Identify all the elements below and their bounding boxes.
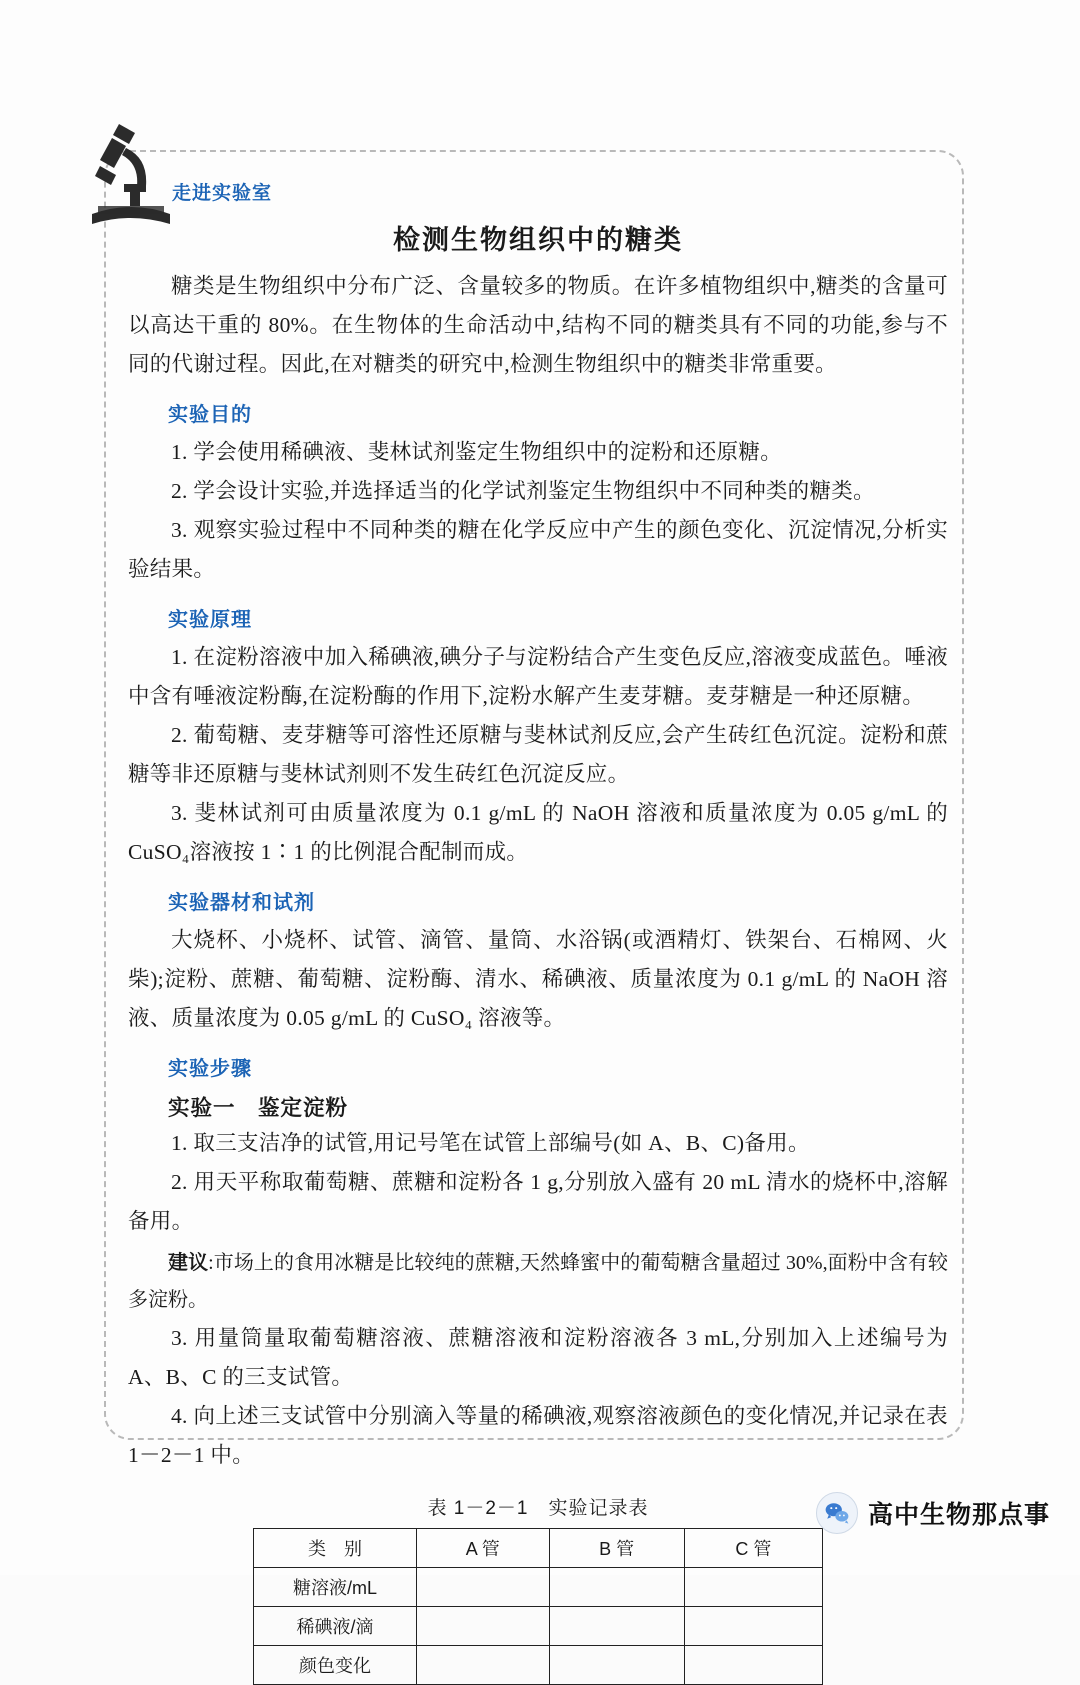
step-item-2: 2. 用天平称取葡萄糖、蔗糖和淀粉各 1 g,分别放入盛有 20 mL 清水的烧杯中,溶解备用。 [128,1170,948,1233]
table-cell [684,1646,822,1685]
tip-label: 建议 [168,1252,209,1274]
table-row [254,1568,823,1607]
table-cell [417,1568,550,1607]
table-cell [684,1568,822,1607]
table-cell [549,1568,684,1607]
step-item-4: 4. 向上述三支试管中分别滴入等量的稀碘液,观察溶液颜色的变化情况,并记录在表 1－2－1 中。 [128,1404,948,1467]
document-body [128,170,948,1685]
tip-paragraph [128,1245,948,1319]
table-cell [417,1607,550,1646]
step-item-1: 1. 取三支洁净的试管,用记号笔在试管上部编号(如 A、B、C)备用。 [171,1131,810,1155]
experiment-record-table [253,1528,823,1685]
table-header-row [254,1529,823,1568]
materials-text: 大烧杯、小烧杯、试管、滴管、量筒、水浴锅(或酒精灯、铁架台、石棉网、火柴);淀粉、蔗糖、葡萄糖、淀粉酶、清水、稀碘液、质量浓度为 0.1 g/mL 的 NaOH 溶液、质量浓度为 0.05 g/mL 的 CuSO₄ 溶液等。 [128,928,948,1030]
page-title: 检测生物组织中的糖类 [393,225,683,255]
wechat-account-badge[interactable] [816,1492,1050,1534]
table-row [254,1646,823,1685]
table-row-label: 稀碘液/滴 [254,1607,417,1646]
heading-experiment-principle: 实验原理 [168,609,252,631]
principle-item-1: 1. 在淀粉溶液中加入稀碘液,碘分子与淀粉结合产生变色反应,溶液变成蓝色。唾液中含有唾液淀粉酶,在淀粉酶的作用下,淀粉水解产生麦芽糖。麦芽糖是一种还原糖。 [128,645,948,708]
table-cell [684,1607,822,1646]
table-cell [417,1646,550,1685]
table-column-header: C 管 [684,1529,822,1568]
table-caption: 表 1－2－1 实验记录表 [427,1498,649,1519]
heading-experiment-steps: 实验步骤 [168,1058,252,1080]
table-cell [549,1646,684,1685]
table-column-header: B 管 [549,1529,684,1568]
step-item-3: 3. 用量筒量取葡萄糖溶液、蔗糖溶液和淀粉溶液各 3 mL,分别加入上述编号为 A、B、C 的三支试管。 [128,1326,948,1389]
wechat-icon [816,1492,858,1534]
section-badge-walk-in-lab: 走进实验室 [172,183,273,204]
tip-text: :市场上的食用冰糖是比较纯的蔗糖,天然蜂蜜中的葡萄糖含量超过 30%,面粉中含有较多淀粉。 [128,1252,949,1311]
heading-experiment-purpose: 实验目的 [168,404,252,426]
table-row-label: 糖溶液/mL [254,1568,417,1607]
table-column-header: A 管 [417,1529,550,1568]
table-column-header: 类 别 [254,1529,417,1568]
heading-materials-and-reagents: 实验器材和试剂 [168,892,315,914]
intro-paragraph: 糖类是生物组织中分布广泛、含量较多的物质。在许多植物组织中,糖类的含量可以高达干重的 80%。在生物体的生命活动中,结构不同的糖类具有不同的功能,参与不同的代谢过程。因此,在对糖类的研究中,检测生物组织中的糖类非常重要。 [128,274,948,376]
principle-item-2: 2. 葡萄糖、麦芽糖等可溶性还原糖与斐林试剂反应,会产生砖红色沉淀。淀粉和蔗糖等非还原糖与斐林试剂则不发生砖红色沉淀反应。 [128,723,948,786]
subheading-experiment-one: 实验一 鉴定淀粉 [168,1096,349,1120]
wechat-account-name: 高中生物那点事 [867,1501,1050,1529]
purpose-item-3: 3. 观察实验过程中不同种类的糖在化学反应中产生的颜色变化、沉淀情况,分析实验结果。 [128,518,948,581]
table-cell [549,1607,684,1646]
table-row-label: 颜色变化 [254,1646,417,1685]
table-row [254,1607,823,1646]
principle-item-3: 3. 斐林试剂可由质量浓度为 0.1 g/mL 的 NaOH 溶液和质量浓度为 0.05 g/mL 的 CuSO₄溶液按 1∶1 的比例混合配制而成。 [128,801,948,864]
purpose-item-2: 2. 学会设计实验,并选择适当的化学试剂鉴定生物组织中不同种类的糖类。 [171,479,875,503]
purpose-item-1: 1. 学会使用稀碘液、斐林试剂鉴定生物组织中的淀粉和还原糖。 [171,440,783,464]
